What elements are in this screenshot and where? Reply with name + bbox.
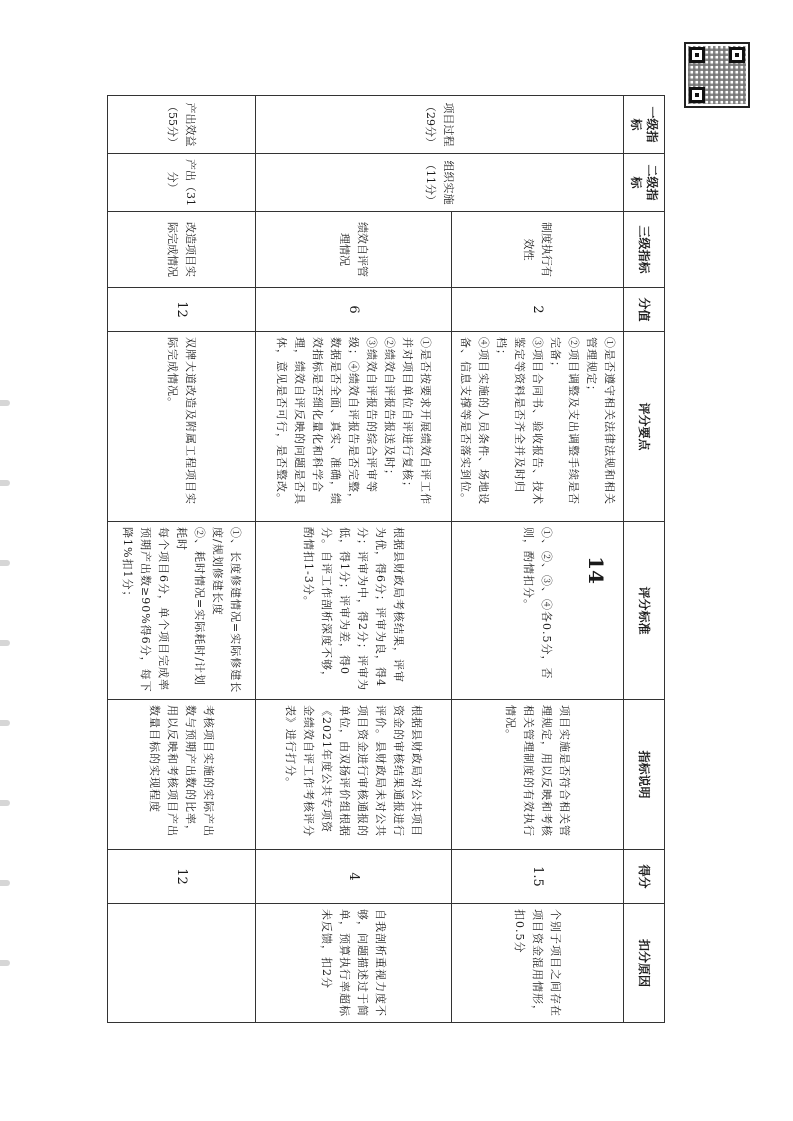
score-cell: 1.5 — [452, 850, 624, 904]
deduction-cell: 个别子项目之间存在项目资金混用情形，扣0.5分 — [452, 904, 624, 1023]
level2-organization: 组织实施（11分） — [256, 154, 624, 212]
points-cell — [108, 332, 256, 522]
binding-hole — [0, 400, 10, 406]
binding-hole — [0, 480, 10, 486]
evaluation-table — [107, 95, 665, 1023]
weight-cell: 2 — [452, 288, 624, 332]
weight-cell: 12 — [108, 288, 256, 332]
qr-finder — [689, 87, 705, 103]
criteria-item: ①、长度修建情况=实际修建长度/规划修建长度 — [211, 527, 243, 694]
qr-finder — [689, 47, 705, 63]
explanation-cell: 考核项目实施的实际产出数与预期产出数的比率，用以反映和考核项目产出数量目标的实现程度 — [108, 700, 256, 850]
criteria-item: 根据县财政局考核结果，评审为优，得6分；评审为良，得4分；评审为中，得2分；评审为低，得1分；评审为差，得0分。自评工作剖析深度不够，酌情扣1-3分。 — [302, 527, 406, 691]
criteria-cell — [108, 522, 256, 700]
binding-hole — [0, 880, 10, 886]
table-row — [256, 96, 452, 1023]
header-level1: 一级指标 — [624, 96, 665, 154]
table-row — [452, 96, 624, 1023]
level1-process: 项目过程（29分） — [256, 96, 624, 154]
binding-hole — [0, 960, 10, 966]
header-explanation: 指标说明 — [624, 700, 665, 850]
rotated-table-wrapper — [115, 95, 665, 1022]
level1-output: 产出效益（55分） — [108, 96, 256, 154]
point-item: ②绩效自评报告报送及时； — [383, 337, 397, 481]
page-number: 14 — [583, 556, 608, 584]
point-item: ①是否遵守相关法律法规和相关管理规定； — [585, 337, 617, 505]
header-level2: 二级指标 — [624, 154, 665, 212]
score-cell: 4 — [256, 850, 452, 904]
binding-hole — [0, 720, 10, 726]
header-score: 得分 — [624, 850, 665, 904]
header-criteria: 评分标准 — [624, 522, 665, 700]
binding-hole — [0, 640, 10, 646]
criteria-item: ②、耗时情况=实际耗时/计划耗时 — [175, 527, 207, 686]
point-item: ④项目实施的人员条件、场地设备、信息支撑等是否落实到位。 — [459, 337, 491, 505]
qr-code — [684, 42, 750, 108]
deduction-cell — [108, 904, 256, 1023]
points-cell — [256, 332, 452, 522]
header-deduction: 扣分原因 — [624, 904, 665, 1023]
point-item: ③绩效自评报告的综合评审等级；④绩效自评报告是否完整，数据是否全面、真实、准确，绩效指标是否细化量化和科学合理，绩效自评反映的问题是否具体，意见是否可行，是否整改。 — [275, 337, 379, 505]
point-item: ③项目合同书、验收报告、技术鉴定等资料是否齐全并及时归档； — [495, 337, 545, 505]
table-row — [108, 96, 256, 1023]
score-cell: 12 — [108, 850, 256, 904]
header-level3: 三级指标 — [624, 212, 665, 288]
explanation-cell: 根据县财政局对公共项目资金的审核结果通报进行评价。县财政局未对公共项目资金进行审核通报的单位，由双扬评价组根据《2021年度公共专项资金绩效自评工作考核评分表》进行打分。 — [256, 700, 452, 850]
criteria-cell — [452, 522, 624, 700]
points-cell — [452, 332, 624, 522]
level2-production: 产出（31分） — [108, 154, 256, 212]
level3-cell: 改造项目实际完成情况 — [108, 212, 256, 288]
weight-cell: 6 — [256, 288, 452, 332]
binding-hole — [0, 560, 10, 566]
level3-cell: 绩效自评管理情况 — [256, 212, 452, 288]
criteria-item: 每个项目6分，单个项目完成率预期产出数≥90%得6分，每下降1%扣1分； — [121, 527, 171, 693]
header-points: 评分要点 — [624, 332, 665, 522]
criteria-item: ①、②、③、④各0.5分，否则，酌情扣分。 — [522, 527, 554, 680]
explanation-cell: 项目实施是否符合相关管理规定，用以反映和考核相关管理制度的有效执行情况。 — [452, 700, 624, 850]
qr-finder — [729, 47, 745, 63]
criteria-cell — [256, 522, 452, 700]
point-item: ②项目调整及支出调整手续是否完备； — [549, 337, 581, 505]
binding-hole — [0, 800, 10, 806]
deduction-cell: 自我剖析重视力度不够，问题描述过于简单，预算执行率超标未反馈，扣2分 — [256, 904, 452, 1023]
level3-cell: 制度执行有效性 — [452, 212, 624, 288]
header-weight: 分值 — [624, 288, 665, 332]
header-row — [624, 96, 665, 1023]
point-item: 双牌大道改造及附属工程项目实际完成情况。 — [166, 337, 198, 505]
point-item: ①是否按要求开展绩效自评工作并对项目单位自评进行复核； — [401, 337, 433, 505]
